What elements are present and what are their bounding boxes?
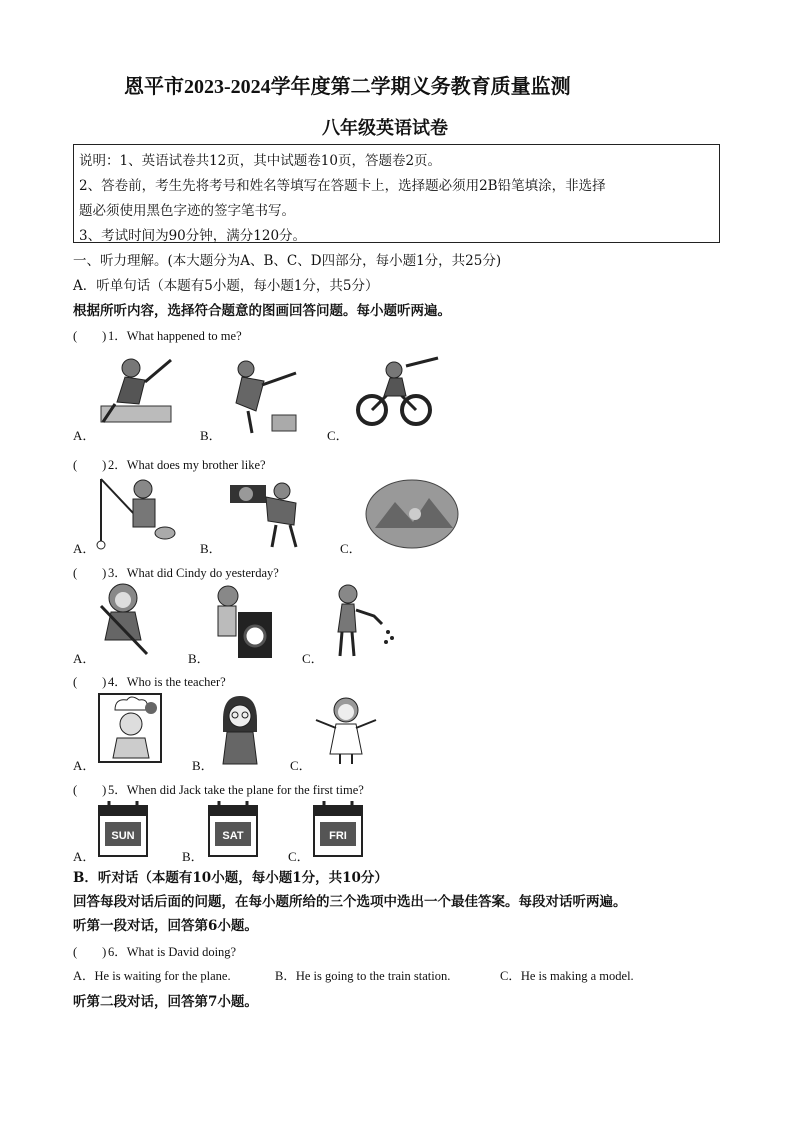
calendar-label-sat: SAT: [222, 830, 244, 842]
q1-picture-c-motorbike-icon: [350, 352, 440, 432]
q5-calendar-c-icon: [312, 800, 364, 858]
q4-picture-a-chef-icon: [97, 692, 163, 764]
q6-option-b: B．He is going to the train station.: [275, 969, 451, 983]
question-1-text: 1．What happened to me?: [108, 329, 242, 343]
answer-paren: ( ): [73, 945, 107, 959]
part-b-heading: B．听对话（本题有10小题，每小题1分，共10分）: [73, 870, 388, 886]
q3-option-b: B．: [188, 651, 210, 666]
part-a-instruction: 根据所听内容，选择符合题意的图画回答问题。每小题听两遍。: [73, 303, 451, 319]
q1-option-c: C．: [327, 428, 349, 443]
answer-paren: ( ): [73, 458, 107, 472]
calendar-label-fri: FRI: [329, 830, 347, 842]
answer-paren: ( ): [73, 566, 107, 580]
answer-paren: ( ): [73, 675, 107, 689]
dialog-1-prompt: 听第一段对话，回答第6小题。: [73, 918, 258, 934]
question-2-text: 2．What does my brother like?: [108, 458, 266, 472]
note-line-3: 题必须使用黑色字迹的签字笔书写。: [79, 203, 295, 219]
dialog-2-prompt: 听第二段对话，回答第7小题。: [73, 994, 258, 1010]
q3-option-a: A．: [73, 651, 96, 666]
q4-option-c: C．: [290, 758, 312, 773]
question-5-text: 5．When did Jack take the plane for the first time?: [108, 783, 364, 797]
q1-picture-a-skier-icon: [95, 352, 185, 432]
calendar-label-sun: SUN: [111, 830, 135, 842]
q6-option-c: C．He is making a model.: [500, 969, 634, 983]
section-heading: 一、听力理解。(本大题分为A、B、C、D四部分，每小题1分，共25分): [73, 253, 502, 269]
question-3-text: 3．What did Cindy do yesterday?: [108, 566, 279, 580]
q1-picture-b-fall-icon: [222, 355, 302, 435]
q6-option-a: A．He is waiting for the plane.: [73, 969, 231, 983]
note-line-1: 说明：1、英语试卷共12页，其中试题卷10页，答题卷2页。: [79, 153, 442, 169]
q2-picture-b-photography-icon: [222, 475, 312, 550]
q1-option-b: B．: [200, 428, 222, 443]
answer-paren: ( ): [73, 783, 107, 797]
question-4-text: 4．Who is the teacher?: [108, 675, 226, 689]
q3-picture-b-laundry-icon: [210, 582, 275, 660]
q5-option-c: C．: [288, 849, 310, 864]
note-line-2: 2、答卷前，考生先将考号和姓名等填写在答题卡上，选择题必须用2B铅笔填涂，非选择: [79, 178, 606, 194]
question-6-text: 6．What is David doing?: [108, 945, 237, 959]
q3-picture-a-cleaning-icon: [95, 580, 155, 660]
q4-option-b: B．: [192, 758, 214, 773]
q2-picture-a-fishing-icon: [95, 475, 180, 550]
q2-option-a: A．: [73, 541, 96, 556]
q4-picture-b-teacher-icon: [215, 692, 265, 766]
q5-option-a: A．: [73, 849, 96, 864]
part-a-heading: A．听单句话（本题有5小题，每小题1分，共5分）: [73, 278, 379, 294]
exam-subtitle: 八年级英语试卷: [322, 118, 448, 138]
exam-title: 恩平市2023-2024学年度第二学期义务教育质量监测: [124, 76, 571, 98]
q2-picture-c-landscape-icon: [365, 478, 460, 553]
part-b-instruction: 回答每段对话后面的问题，在每小题所给的三个选项中选出一个最佳答案。每段对话听两遍。: [73, 894, 627, 910]
q4-option-a: A．: [73, 758, 96, 773]
q2-option-b: B．: [200, 541, 222, 556]
answer-paren: ( ): [73, 329, 107, 343]
q2-option-c: C．: [340, 541, 362, 556]
q5-calendar-b-icon: [207, 800, 259, 858]
q3-picture-c-watering-icon: [322, 580, 402, 660]
q5-option-b: B．: [182, 849, 204, 864]
note-line-4: 3、考试时间为90分钟，满分120分。: [79, 228, 307, 244]
q3-option-c: C．: [302, 651, 324, 666]
q1-option-a: A．: [73, 428, 96, 443]
q5-calendar-a-icon: [97, 800, 149, 858]
q4-picture-c-girl-icon: [312, 692, 382, 764]
